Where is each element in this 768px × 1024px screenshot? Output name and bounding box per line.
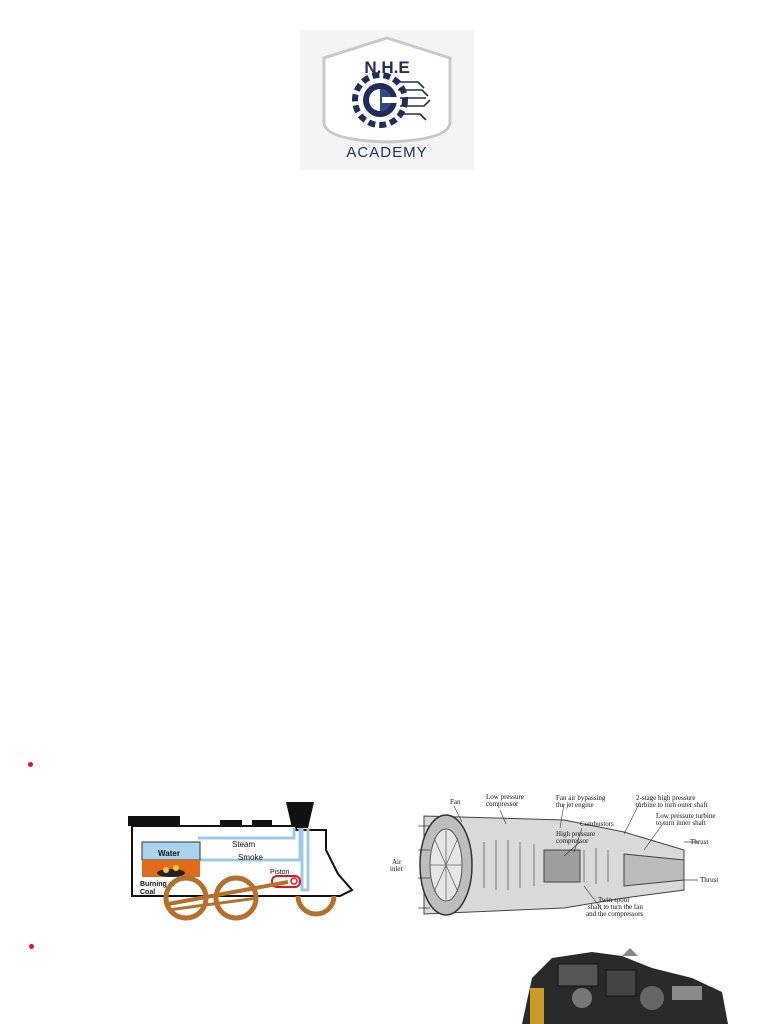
jet-label-air-inlet-2: inlet	[390, 865, 403, 873]
jet-label-fan: Fan	[450, 798, 461, 806]
jet-label-twin-spool-2: shaft to turn the fan	[588, 903, 643, 911]
jet-label-two-stage-turbine-2: turbine to turn outer shaft	[636, 801, 708, 809]
logo-subtitle: ACADEMY	[346, 144, 428, 161]
jet-label-fan-air-bypassing-2: the jet engine	[556, 801, 594, 809]
jet-label-high-pressure-compressor-2: compressor	[556, 837, 589, 845]
jet-label-twin-spool: Twin spool	[598, 896, 630, 904]
steam-label: Steam	[232, 840, 256, 849]
jet-engine-diagram	[384, 790, 740, 922]
jet-label-low-pressure-turbine-2: to turn inner shaft	[656, 819, 706, 827]
water-label: Water	[158, 849, 180, 858]
logo-title: N.H.E	[364, 58, 410, 77]
burning-coal-label-1: Burning	[140, 881, 167, 888]
jet-label-thrust-1: Thrust	[690, 838, 709, 846]
burning-coal-label-2: Coal	[140, 889, 156, 896]
jet-label-low-pressure-turbine: Low pressure turbine	[656, 812, 716, 820]
jet-label-high-pressure-compressor: High pressure	[556, 830, 596, 838]
nhe-academy-logo	[300, 30, 474, 170]
jet-label-fan-air-bypassing: Fan air bypassing	[556, 794, 606, 802]
car-engine-photo	[522, 948, 728, 1024]
bullet-marker	[28, 762, 33, 767]
jet-label-combustors: Combustors	[580, 820, 614, 828]
smoke-label: Smoke	[238, 853, 263, 862]
steam-locomotive-diagram	[128, 800, 358, 925]
bullet-marker	[29, 944, 34, 949]
jet-label-low-pressure-compressor-2: compressor	[486, 800, 519, 808]
jet-label-low-pressure-compressor: Low pressure	[486, 793, 524, 801]
jet-label-twin-spool-3: and the compressors	[586, 910, 644, 918]
piston-label: Piston	[270, 869, 290, 876]
jet-label-thrust-2: Thrust	[700, 876, 719, 884]
jet-label-two-stage-turbine: 2-stage high pressure	[636, 794, 696, 802]
jet-label-air-inlet: Air	[392, 858, 402, 866]
